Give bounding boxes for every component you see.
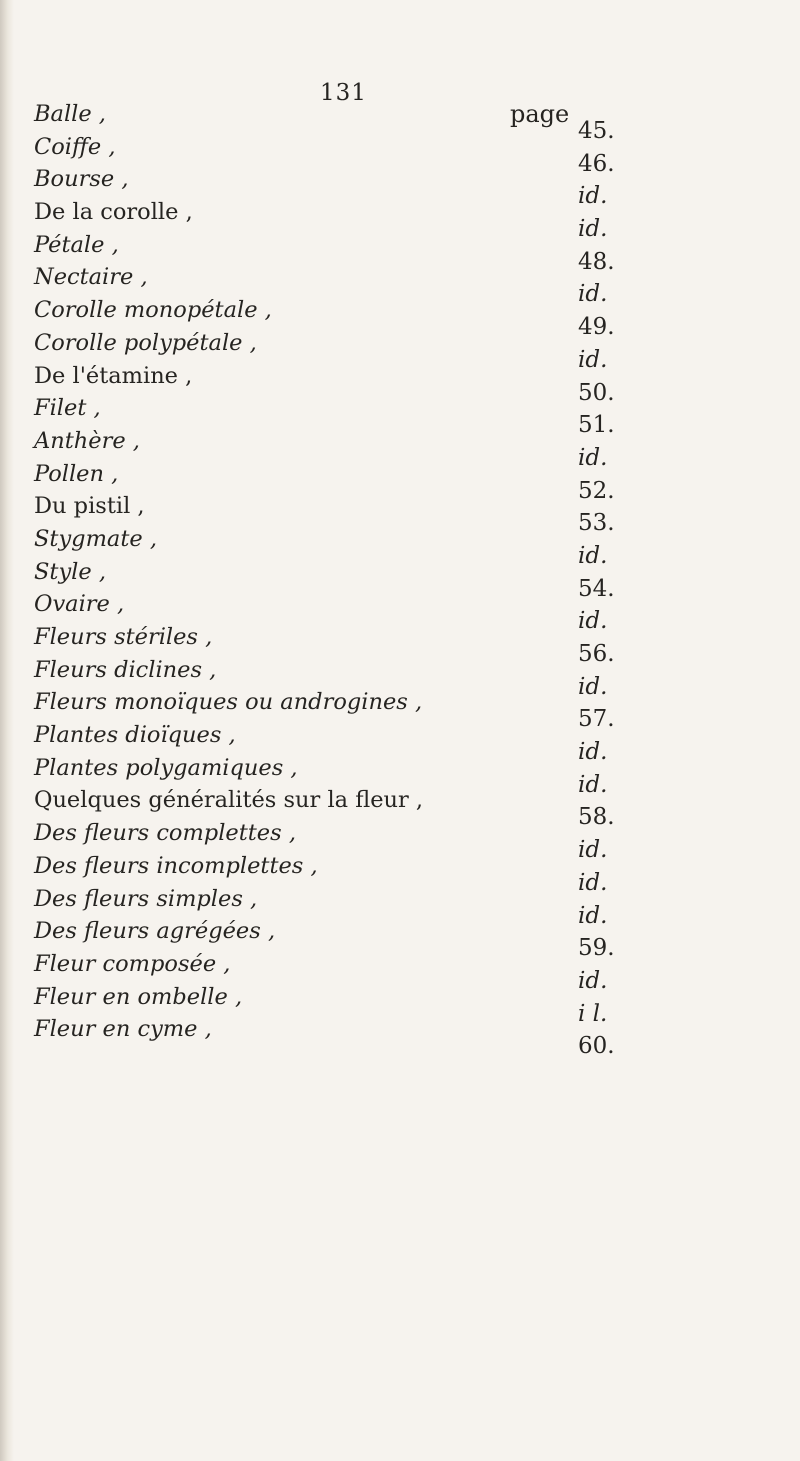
index-entry: Fleurs diclines , [34, 656, 217, 683]
page-reference: 52. [578, 477, 615, 504]
index-entry: Fleur en cyme , [34, 1016, 212, 1043]
page-reference: 57. [578, 706, 615, 733]
index-entry: Bourse , [34, 166, 129, 193]
index-entry: Plantes polygamiques , [34, 754, 298, 781]
page-reference: 49. [578, 314, 615, 341]
page-reference: id. [578, 673, 608, 700]
index-entry: Des fleurs agrégées , [34, 918, 276, 945]
index-entry: Fleur en ombelle , [34, 983, 243, 1010]
index-entry: Anthère , [34, 427, 140, 454]
page-reference: 58. [578, 804, 615, 831]
index-entry: Fleur composée , [34, 950, 231, 977]
page-reference: id. [578, 739, 608, 766]
index-entry: Du pistil , [34, 493, 145, 520]
page-reference: id. [578, 608, 608, 635]
page-reference: id. [578, 902, 608, 929]
index-entry: Des fleurs incomplettes , [34, 852, 318, 879]
page-reference: 51. [578, 412, 615, 439]
index-entry: Pétale , [34, 231, 119, 258]
index-entry: Des fleurs simples , [34, 885, 258, 912]
page-references-list [578, 115, 648, 1063]
page-reference: id. [578, 542, 608, 569]
page-number: 131 [320, 80, 367, 106]
index-entry: De l'étamine , [34, 362, 193, 389]
page-reference: id. [578, 346, 608, 373]
index-entry: Stygmate , [34, 525, 157, 552]
page-reference: id. [578, 183, 608, 210]
page-reference: id. [578, 444, 608, 471]
page-reference: id. [578, 216, 608, 243]
index-entry: Des fleurs complettes , [34, 820, 296, 847]
page-reference: 59. [578, 935, 615, 962]
index-entry: Filet , [34, 395, 101, 422]
page-reference: 56. [578, 641, 615, 667]
page-label: page [510, 100, 570, 128]
index-entry: Plantes dioïques , [34, 722, 236, 749]
page-reference: 54. [578, 575, 615, 602]
page-reference: id. [578, 967, 608, 994]
index-entry: De la corolle , [34, 199, 193, 226]
page-reference: 53. [578, 510, 615, 537]
page-binding-edge [0, 0, 14, 1461]
index-entry: Pollen , [34, 460, 119, 487]
page-reference: 60. [578, 1033, 615, 1060]
index-entry: Fleurs stériles , [34, 624, 213, 650]
index-entry: Quelques généralités sur la fleur , [34, 787, 424, 814]
page-reference: 46. [578, 150, 615, 177]
index-entry: Style , [34, 558, 106, 585]
index-entry: Balle , [34, 101, 106, 127]
index-entry: Nectaire , [34, 264, 148, 291]
index-entry: Corolle monopétale , [34, 297, 272, 324]
page-reference: 45. [578, 118, 615, 144]
page-reference: i l. [578, 1000, 608, 1027]
page-reference: id. [578, 869, 608, 896]
index-entry: Fleurs monoïques ou androgines , [34, 689, 423, 716]
page-reference: 50. [578, 379, 615, 406]
index-entry: Coiffe , [34, 133, 116, 160]
index-entry: Corolle polypétale , [34, 329, 257, 356]
index-entries-list [34, 98, 534, 1046]
page-reference: id. [578, 837, 608, 864]
index-entry: Ovaire , [34, 591, 125, 618]
page-reference: id. [578, 771, 608, 798]
page-reference: id. [578, 281, 608, 308]
page-reference: 48. [578, 248, 615, 275]
